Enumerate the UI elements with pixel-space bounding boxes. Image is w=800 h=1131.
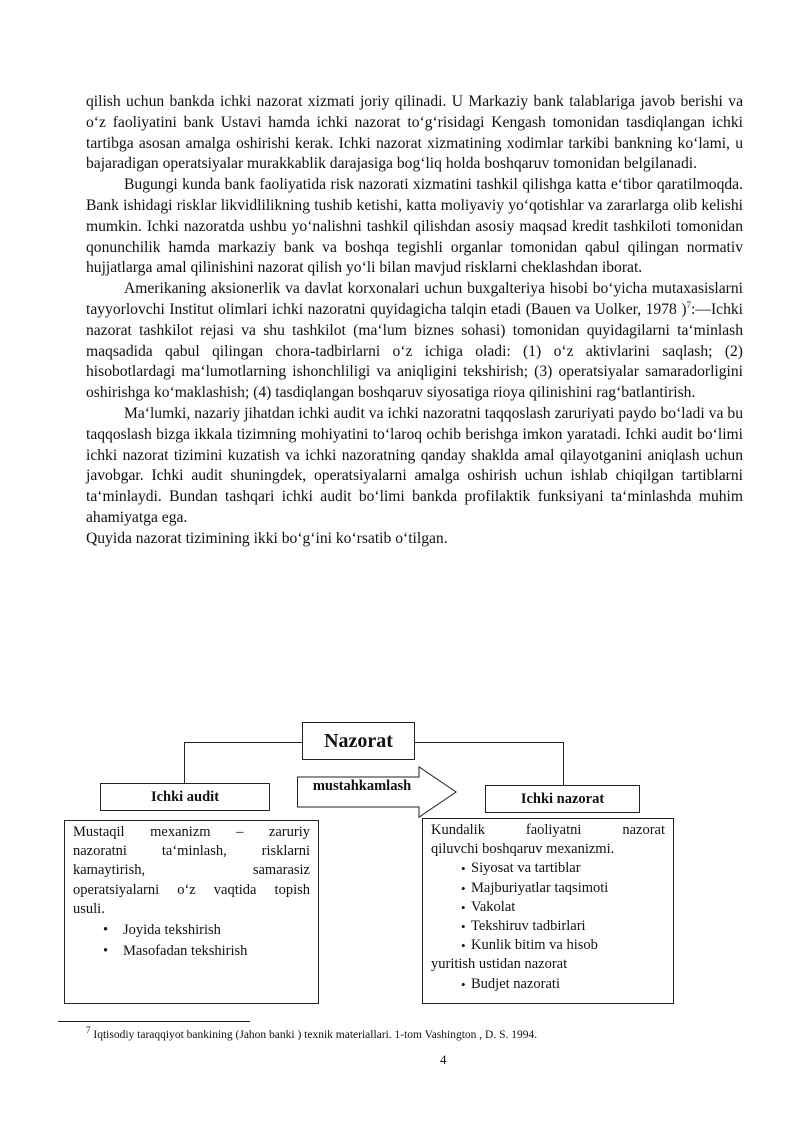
connector-right-vertical [563, 742, 564, 785]
list-item: • Budjet nazorati [431, 975, 665, 994]
desc-line: usuli. [73, 900, 105, 917]
paragraph-3-end: :—Ichki nazorat tashkilot rejasi va shu tashkilot (ma‘lum biznes sohasi) tomonidan quyidagilarni ta‘minlash maqsadida qabul qilingan chora-tadbirlarni o‘z ichiga oladi: (1) o‘z aktivlarini saqlash; (2) hisobotlardagi ma‘lumotlarning ishonchliligi va aniqligini tekshirish; (3) operatsiyalar samaradorligini oshirishga ko‘maklashish; (4) tasdiqlangan boshqaruv siyosatiga rioya qilinishini rag‘batlantirish. [86, 300, 743, 402]
footnote-reference[interactable]: 7 [686, 299, 692, 310]
control-elements-list [431, 859, 665, 955]
list-item: • Joyida tekshirish [73, 921, 310, 940]
page-number: 4 [440, 1052, 447, 1067]
desc-line: Kundalik faoliyatni nazorat [431, 822, 665, 838]
paragraph-3 [86, 279, 743, 404]
ichki-audit-description [64, 820, 319, 1004]
list-item: • Masofadan tekshirish [73, 942, 310, 961]
list-item: • Vakolat [431, 898, 665, 917]
list-item: • Kunlik bitim va hisob [431, 936, 665, 955]
connector-right-horizontal [415, 742, 563, 743]
footnote [86, 1025, 538, 1042]
footnote-text: Iqtisodiy taraqqiyot bankining (Jahon banki ) texnik materiallari. 1-tom Vashington , D. S. 1994. [93, 1029, 538, 1041]
desc-line: kamaytirish, samarasiz [73, 862, 310, 879]
list-item: • Majburiyatlar taqsimoti [431, 879, 665, 898]
paragraph-1: qilish uchun bankda ichki nazorat xizmati joriy qilinadi. U Markaziy bank talablariga javob berishi va o‘z faoliyatini bank Ustavi hamda ichki nazorat to‘g‘risidagi Kengash tomonidan tasdiqlangan ichki tartibga asosan amalga oshirishi kerak. Ichki nazorat xizmatining xodimlar tarkibi bankning ko‘lami, u bajaradigan operatsiyalar murakkablik darajasiga bog‘liq holda boshqaruv tomonidan belgilanadi. [86, 93, 743, 173]
desc-line: operatsiyalarni o‘z vaqtida topish [73, 881, 310, 898]
connector-left-horizontal [184, 742, 302, 743]
footnote-rule [58, 1021, 250, 1022]
list-item: • Siyosat va tartiblar [431, 859, 665, 878]
nazorat-box: Nazorat [302, 722, 415, 760]
connector-left-vertical [184, 742, 185, 783]
ichki-nazorat-box: Ichki nazorat [485, 785, 640, 813]
desc-line: Mustaqil mexanizm – zaruriy [73, 824, 310, 840]
arrow-label: mustahkamlash [312, 778, 412, 794]
desc-line: qiluvchi boshqaruv mexanizmi. [431, 841, 615, 858]
footnote-mark: 7 [86, 1025, 91, 1036]
desc-line: yuritish ustidan nazorat [431, 956, 568, 973]
audit-methods-list [73, 921, 310, 961]
paragraph-5: Quyida nazorat tizimining ikki bo‘g‘ini ko‘rsatib o‘tilgan. [86, 529, 448, 547]
desc-line: nazoratni ta‘minlash, risklarni [73, 843, 310, 860]
ichki-nazorat-description [422, 818, 674, 1004]
paragraph-2: Bugungi kunda bank faoliyatida risk nazorati xizmatini tashkil qilishga katta e‘tibor qaratilmoqda. Bank ishidagi risklar likvidlilikning tushib ketishi, katta moliyaviy yo‘qotishlar va zararlarga olib kelishi mumkin. Ichki nazoratda ushbu yo‘nalishni tashkil qilishdan asosiy maqsad kredit tashkiloti tomonidan qonunchilik hamda markaziy bank va boshqa tegishli organlar tomonidan qabul qilingan normativ hujjatlarga amal qilinishini nazorat qilish yo‘li bilan mavjud risklarni cheklashdan iborat. [86, 176, 743, 277]
control-elements-list-end [431, 975, 665, 994]
body-text [86, 92, 743, 550]
paragraph-4: Ma‘lumki, nazariy jihatdan ichki audit va ichki nazoratni taqqoslash zaruriyati paydo bo‘ladi va bu taqqoslash bizga ikkala tizimning mohiyatini to‘laroq ochib berishga imkon yaratadi. Ichki audit bo‘limi ichki nazorat tizimini kuzatish va ichki nazoratning qanday shaklda amal qilayotganini aniqlash uchun javobgar. Ichki audit shuningdek, operatsiyalarni amalga oshirish uchun ishlab chiqilgan tartiblarni ta‘minlaydi. Bundan tashqari ichki audit bo‘limi bankda profilaktik funksiyani ta‘minlashda muhim ahamiyatga ega. [86, 404, 743, 526]
ichki-audit-box: Ichki audit [100, 783, 270, 811]
paragraph-3-start: Amerikaning aksionerlik va davlat korxonalari uchun buxgalteriya hisobi bo‘yicha mutaxasislarni tayyorlovchi Institut olimlari ichki nazoratni quyidagicha talqin etadi (Bauen va Uolker, 1978 ) [86, 280, 743, 318]
list-item: • Tekshiruv tadbirlari [431, 917, 665, 936]
